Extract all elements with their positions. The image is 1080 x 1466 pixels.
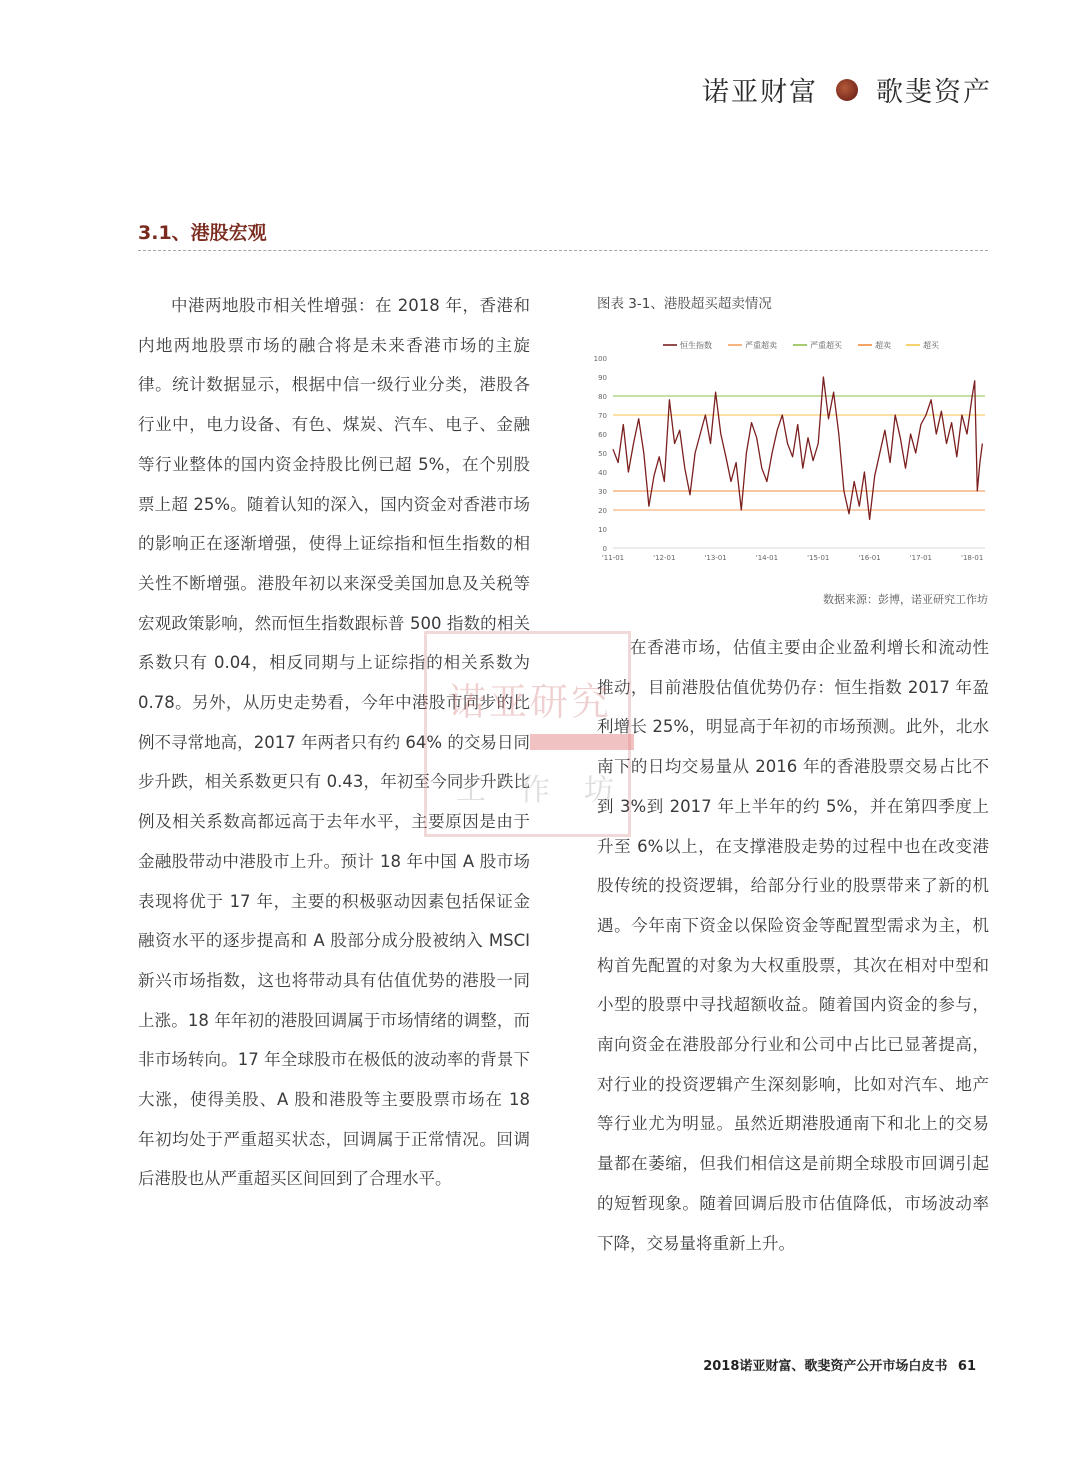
y-tick-label: 50 [598,450,607,458]
y-tick-label: 40 [598,469,607,477]
x-tick-label: '11-01 [601,554,625,562]
y-tick-label: 80 [598,393,607,401]
y-tick-label: 30 [598,488,607,496]
chart-source: 数据来源：彭博，诺亚研究工作坊 [823,593,988,606]
y-tick-label: 0 [602,545,607,553]
brand-header [702,70,992,109]
left-paragraph: 中港两地股市相关性增强：在 2018 年，香港和内地两地股票市场的融合将是未来香港市场的主旋律。统计数据显示，根据中信一级行业分类，港股各行业中，电力设备、有色、煤炭、汽车、电子、金融等行业整体的国内资金持股比例已超 5%，在个别股票上超 25%。随着认知的深入，国内资金对香港市场的影响正在逐渐增强，使得上证综指和恒生指数的相关性不断增强。港股年初以来深受美国加息及关税等宏观政策影响，然而恒生指数跟标普 500 指数的相关系数只有 0.04，相反同期与上证综指的相关系数为 0.78。另外，从历史走势看，今年中港股市同步的比例不寻常地高，2017 年两者只有约 64% 的交易日同步升跌，相关系数更只有 0.43，年初至今同步升跌比例及相关系数高都远高于去年水平，主要原因是由于金融股带动中港股市上升。预计 18 年中国 A 股市场表现将优于 17 年，主要的积极驱动因素包括保证金融资水平的逐步提高和 A 股部分成分股被纳入 MSCI 新兴市场指数，这也将带动具有估值优势的港股一同上涨。18 年年初的港股回调属于市场情绪的调整，而非市场转向。17 年全球股市在极低的波动率的背景下大涨，使得美股、A 股和港股等主要股票市场在 18 年初均处于严重超买状态，回调属于正常情况。回调后港股也从严重超买区间回到了合理水平。 [138,296,530,1189]
y-tick-label: 20 [598,507,607,515]
right-column [597,628,989,1263]
brand-name-gopher: 歌斐资产 [876,77,992,108]
x-tick-label: '18-01 [961,554,984,562]
y-tick-label: 100 [593,355,607,363]
legend-label: 恒生指数 [680,341,712,350]
y-tick-label: 90 [598,374,607,382]
x-tick-label: '15-01 [807,554,830,562]
legend-label: 超买 [923,341,939,350]
page-footer [703,1355,976,1374]
section-divider [138,250,988,251]
footer-title: 2018诺亚财富、歌斐资产公开市场白皮书 [703,1359,948,1374]
watermark-text-top: 诺亚研究 [448,680,613,724]
y-tick-label: 10 [598,526,607,534]
right-paragraph: 在香港市场，估值主要由企业盈利增长和流动性推动，目前港股估值优势仍存：恒生指数 2017 年盈利增长 25%，明显高于年初的市场预测。此外，北水南下的日均交易量从 2016 年的香港股票交易占比不到 3%到 2017 年上半年的约 5%，并在第四季度上升至 6%以上，在支撑港股走势的过程中也在改变港股传统的投资逻辑，给部分行业的股票带来了新的机遇。今年南下资金以保险资金等配置型需求为主，机构首先配置的对象为大权重股票，其次在相对中型和小型的股票中寻找超额收益。随着国内资金的参与，南向资金在港股部分行业和公司中占比已显著提高，对行业的投资逻辑产生深刻影响，比如对汽车、地产等行业尤为明显。虽然近期港股通南下和北上的交易量都在萎缩，但我们相信这是前期全球股市回调引起的短暂现象。随着回调后股市估值降低，市场波动率下降，交易量将重新上升。 [597,638,989,1253]
x-tick-label: '14-01 [755,554,779,562]
chart-svg [593,333,993,568]
page-number: 61 [957,1359,976,1374]
brand-name-noah: 诺亚财富 [702,77,818,108]
left-column [138,286,530,1199]
x-tick-label: '12-01 [653,554,676,562]
legend-label: 严重超买 [810,341,842,350]
legend-label: 严重超卖 [745,341,777,350]
x-tick-label: '17-01 [909,554,932,562]
brand-logo-icon [836,79,858,101]
x-tick-label: '13-01 [704,554,727,562]
series-line-hsi [613,377,982,520]
legend-label: 超卖 [875,341,891,350]
figure-title: 图表 3-1、港股超买超卖情况 [597,296,772,312]
section-title: 3.1、港股宏观 [138,222,267,244]
chart-container [593,333,993,568]
x-tick-label: '16-01 [858,554,881,562]
watermark-text-bottom: 工作坊 [456,773,648,808]
y-tick-label: 60 [598,431,607,439]
y-tick-label: 70 [598,412,607,420]
